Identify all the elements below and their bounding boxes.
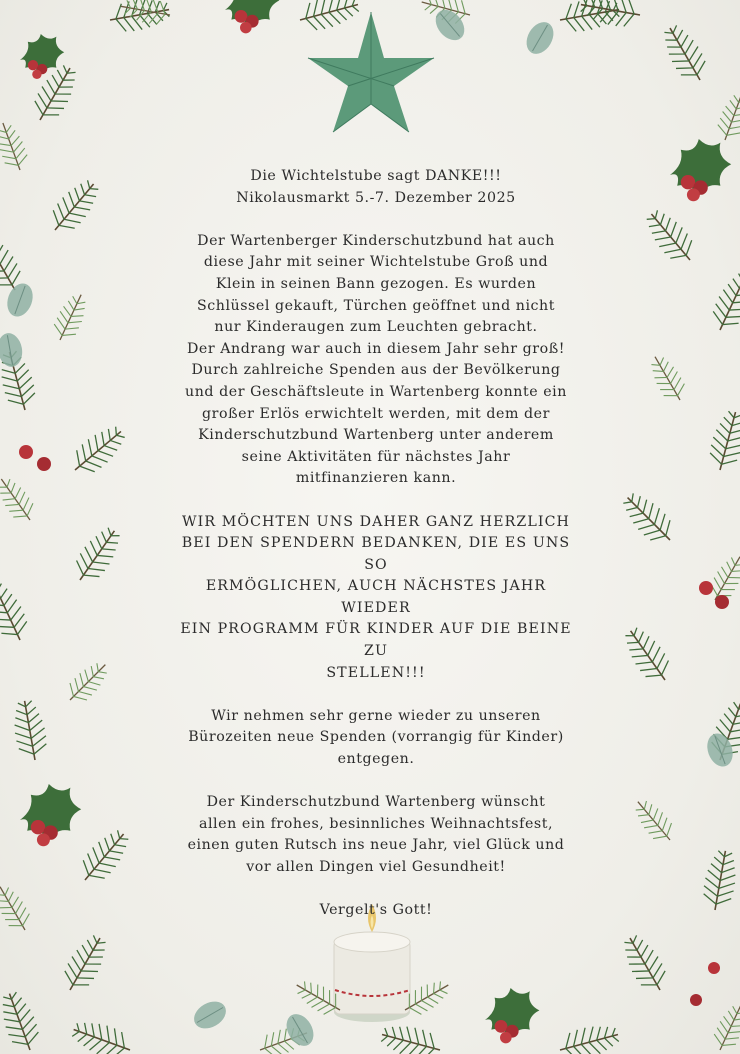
closing [170,900,582,922]
right-branch [617,21,740,1054]
letter-text [170,166,582,943]
text-line: Der Andrang war auch in diesem Jahr sehr groß! [187,340,565,357]
text-line: Durch zahlreiche Spenden aus der Bevölkerung [191,362,561,379]
text-line: Der Kinderschutzbund Wartenberg wünscht [206,794,546,811]
closing-line: Vergelt's Gott! [319,902,433,919]
star-ornament [308,12,434,132]
text-line: WIR MÖCHTEN UNS DAHER GANZ HERZLICH [181,513,571,530]
paragraph-thanks [170,231,582,490]
text-line: Kinderschutzbund Wartenberg unter anderem [198,427,554,444]
text-line: Schlüssel gekauft, Türchen geöffnet und nicht [197,297,555,314]
text-line: BEI DEN SPENDERN BEDANKEN, DIE ES UNS SO [181,535,571,573]
text-line: mitfinanzieren kann. [295,470,457,487]
text-line: nur Kinderaugen zum Leuchten gebracht. [214,319,538,336]
text-line: allen ein frohes, besinnliches Weihnachtsfest, [198,815,554,832]
heading-line: Die Wichtelstube sagt DANKE!!! [250,168,502,184]
paragraph-caps [170,512,582,685]
text-line: Wir nehmen sehr gerne wieder zu unseren [211,707,541,724]
text-line: vor allen Dingen viel Gesundheit! [246,859,506,875]
text-line: Klein in seinen Bann gezogen. Es wurden [215,275,537,292]
text-line: entgegen. [337,751,415,768]
text-line: Der Wartenberger Kinderschutzbund hat auch [197,232,555,249]
text-line: einen guten Rutsch ins neue Jahr, viel Glück und [187,837,565,854]
text-line: diese Jahr mit seiner Wichtelstube Groß und [203,254,549,271]
heading-line: Nikolausmarkt 5.-7. Dezember 2025 [236,189,516,206]
text-line: großer Erlös erwichtelt werden, mit dem der [202,405,550,422]
text-line: Bürozeiten neue Spenden (vorrangig für Kinder) [188,729,564,746]
letter-heading [170,166,582,209]
paragraph-wishes [170,792,582,878]
text-line: seine Aktivitäten für nächstes Jahr [241,448,511,465]
left-branch [0,34,135,1054]
text-line: STELLEN!!! [326,664,426,681]
text-line: ERMÖGLICHEN, AUCH NÄCHSTES JAHR WIEDER [205,578,547,616]
text-line: und der Geschäftsleute in Wartenberg konnte ein [185,383,567,400]
paragraph-donations [170,706,582,771]
text-line: EIN PROGRAMM FÜR KINDER AUF DIE BEINE ZU [180,621,572,660]
